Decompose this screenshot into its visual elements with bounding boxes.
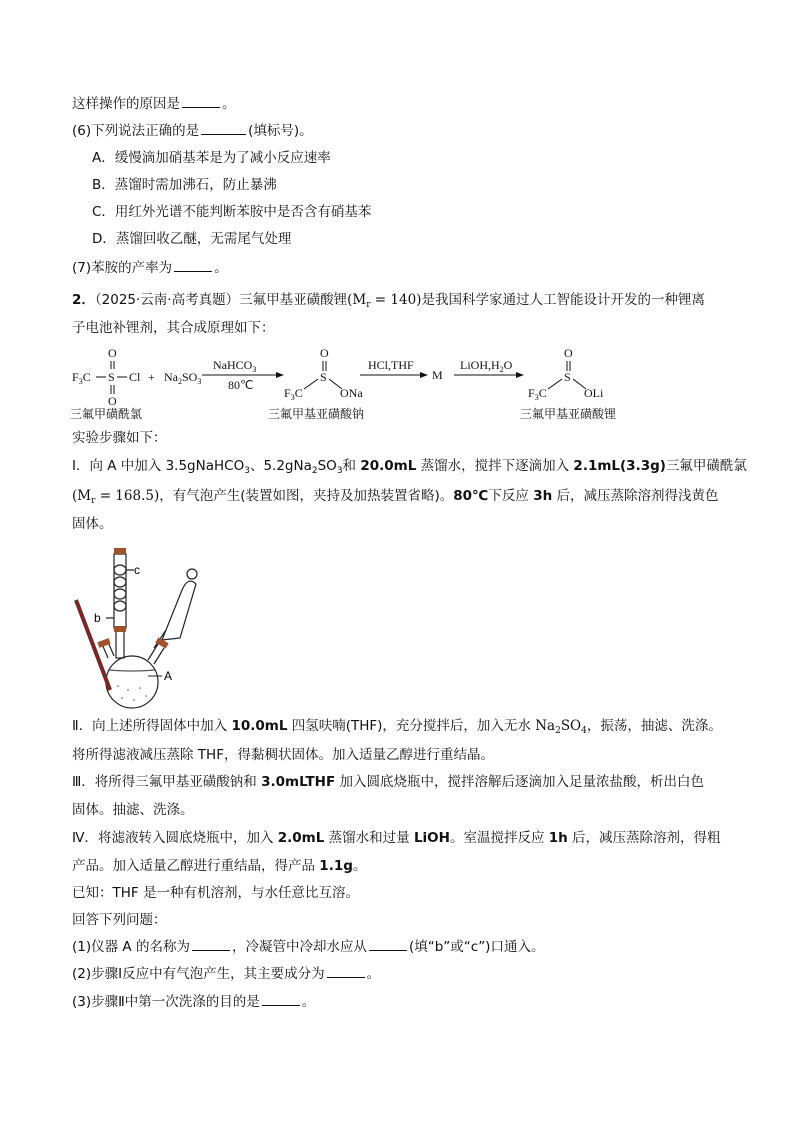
answer-blank	[262, 993, 300, 1006]
apparatus-figure	[62, 540, 212, 710]
svg-text:F3C: $F_3C$	[284, 386, 303, 402]
intro-text-2: 是我国科学家通过人工智能设计开发的一种锂离	[421, 292, 705, 308]
stopper-left	[97, 638, 110, 648]
line-text: 这样操作的原因是	[72, 96, 180, 112]
answer-blank	[327, 965, 365, 978]
label-c: c	[134, 563, 140, 577]
svg-text:LiOH,H2O: $LiOH,H_2O$	[460, 358, 513, 374]
name-product-na: 三氟甲基亚磺酸钠	[268, 407, 365, 421]
svg-text:S: S	[564, 370, 571, 384]
question-3: (3)步骤Ⅱ中第一次洗涤的目的是 。	[72, 994, 316, 1010]
intro-text: 三氟甲基亚磺酸锂	[239, 292, 348, 308]
svg-text:NaHCO3: NaHCO$_3$	[213, 358, 257, 374]
step-1-line1: Ⅰ．向 A 中加入 3.5gNaHCO$_3$、$5.2gNa_2SO_3$和 20.0mL 蒸馏水，搅拌下逐滴加入 2.1mL(3.3g)三氟甲磺酰氯	[72, 458, 747, 476]
answer-blank	[192, 938, 230, 951]
svg-text:HCl,THF: HCl,THF	[368, 358, 414, 372]
steps-header: 实验步骤如下：	[72, 430, 167, 446]
molar-mass: $(M_r = 140)$	[347, 292, 422, 310]
step-1-line3: 固体。	[72, 516, 113, 532]
q6-end: (填标号)。	[248, 123, 313, 139]
svg-text:OLi: OLi	[584, 386, 604, 400]
svg-text:M: M	[432, 368, 443, 382]
step-3-line2: 固体。抽滤、洗涤。	[72, 802, 194, 818]
option-a: A．缓慢滴加硝基苯是为了减小反应速率	[92, 150, 331, 166]
svg-text:S: S	[108, 370, 115, 384]
answer-blank	[369, 938, 407, 951]
answer-header: 回答下列问题：	[72, 912, 167, 928]
svg-text:S: S	[320, 370, 327, 384]
svg-text:F3C: $F_3C$	[528, 386, 547, 402]
svg-text:+: +	[148, 370, 155, 384]
problem-number: 2	[72, 292, 82, 308]
option-b: B．蒸馏时需加沸石，防止暴沸	[92, 177, 277, 193]
step-2-line1: Ⅱ．向上述所得固体中加入 10.0mL 四氢呋喃(THF)，充分搅拌后，加入无水 $Na_2SO_4$，振荡，抽滤、洗涤。	[72, 718, 722, 736]
step-2-line2: 将所得滤液减压蒸除 THF，得黏稠状固体。加入适量乙醇进行重结晶。	[72, 747, 494, 763]
label-b: b	[94, 611, 101, 625]
name-reactant: 三氟甲磺酰氯	[70, 407, 143, 421]
svg-text:80℃: 80℃	[228, 378, 254, 392]
name-product-li: 三氟甲基亚磺酸锂	[520, 407, 617, 421]
reaction-scheme	[70, 345, 710, 425]
step-4-line1: Ⅳ．将滤液转入圆底烧瓶中，加入 2.0mL 蒸馏水和过量 LiOH。室温搅拌反应 1h 后，减压蒸除溶剂，得粗	[72, 830, 721, 846]
stopper-top	[114, 548, 126, 554]
mol1-f3c: $F_3C$	[72, 370, 91, 386]
q6-text: (6)下列说法正确的是	[72, 123, 200, 139]
step-3-line1: Ⅲ．将所得三氟甲基亚磺酸钠和 3.0mLTHF 加入圆底烧瓶中，搅拌溶解后逐滴加入足量浓盐酸，析出白色	[72, 774, 704, 790]
label-A: A	[164, 669, 173, 683]
answer-blank	[182, 95, 220, 108]
option-d: D．蒸馏回收乙醚，无需尾气处理	[92, 231, 292, 247]
q7-end: 。	[214, 260, 228, 276]
question-6	[72, 121, 313, 141]
svg-text:O: O	[108, 346, 117, 360]
answer-blank	[174, 259, 212, 272]
option-c: C．用红外光谱不能判断苯胺中是否含有硝基苯	[92, 204, 372, 220]
problem-2-intro: 2．（2025·云南·高考真题）三氟甲基亚磺酸锂$(M_r = 140)$是我国科学家通过人工智能设计开发的一种锂离	[72, 292, 705, 310]
question-1: (1)仪器 A 的名称为 ，冷凝管中冷却水应从 (填“b”或“c”)口通入。	[72, 939, 545, 955]
known-note: 已知：THF 是一种有机溶剂，与水任意比互溶。	[72, 885, 359, 901]
svg-text:Na2SO3: $Na_2SO_3$	[164, 370, 202, 386]
text-line-reason	[72, 94, 236, 114]
question-7	[72, 258, 228, 278]
step-4-line2: 产品。加入适量乙醇进行重结晶，得产品 1.1g。	[72, 858, 367, 874]
svg-text:O: O	[108, 394, 117, 408]
question-2: (2)步骤Ⅰ反应中有气泡产生，其主要成分为 。	[72, 966, 381, 982]
stopper-center	[114, 626, 126, 632]
problem-source: （2025·云南·高考真题）	[94, 292, 240, 308]
problem-2-intro-cont: 子电池补锂剂，其合成原理如下：	[72, 320, 275, 336]
punct: 。	[222, 96, 236, 112]
step-1-line2: $(M_r = 168.5)$，有气泡产生(装置如图，夹持及加热装置省略)。80℃下反应 3h 后，减压蒸除溶剂得浅黄色	[72, 488, 719, 506]
svg-text:O: O	[320, 346, 329, 360]
svg-text:ONa: ONa	[340, 386, 363, 400]
answer-blank	[201, 122, 246, 135]
q7-text: (7)苯胺的产率为	[72, 260, 173, 276]
svg-text:Cl: Cl	[129, 370, 141, 384]
svg-text:O: O	[564, 346, 573, 360]
